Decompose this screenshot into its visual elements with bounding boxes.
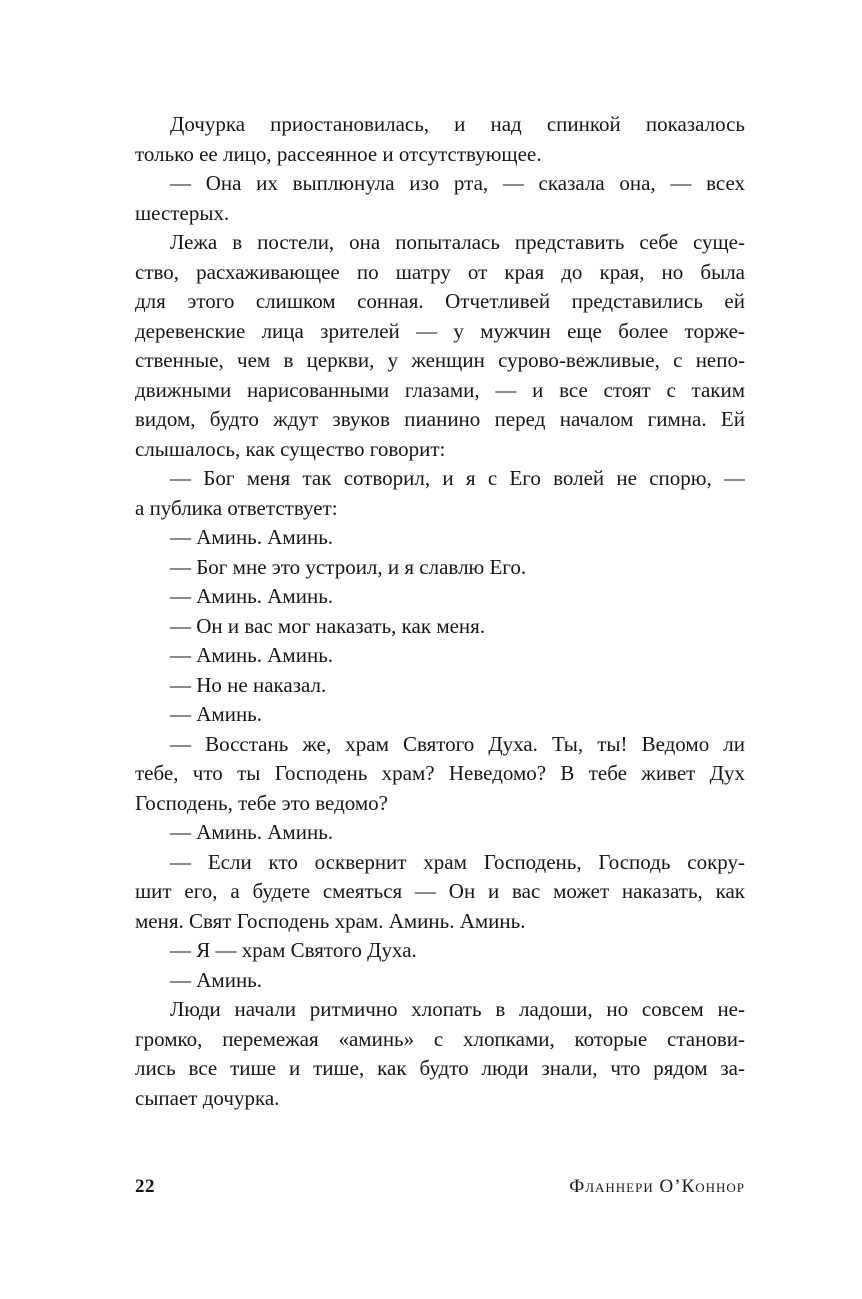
text-line: шестерых. [135, 200, 230, 225]
text-line: Лежа в постели, она попыталась представить себе суще- [170, 230, 745, 254]
text-line: Господень, тебе это ведомо? [135, 790, 388, 815]
paragraph [135, 169, 745, 228]
paragraph [135, 553, 745, 583]
text-line: — Аминь. [170, 967, 263, 992]
paragraph [135, 110, 745, 169]
text-line: — Она их выплюнула изо рта, — сказала она, — всех [170, 171, 745, 195]
paragraph [135, 671, 745, 701]
text-line: слышалось, как существо говорит: [135, 436, 446, 461]
paragraph [135, 700, 745, 730]
text-line: меня. Свят Господень храм. Аминь. Аминь. [135, 908, 526, 933]
text-line: лись все тише и тише, как будто люди знали, что рядом за- [135, 1056, 745, 1080]
text-line: — Аминь. Аминь. [170, 525, 334, 549]
text-line: громко, перемежая «аминь» с хлопками, которые станови- [135, 1026, 745, 1051]
text-line: движными нарисованными глазами, — и все стоят с таким [135, 377, 745, 402]
text-line: ственные, чем в церкви, у женщин сурово-вежливые, с непо- [135, 348, 745, 372]
text-line: ство, расхаживающее по шатру от края до края, но была [135, 259, 745, 284]
paragraph [135, 464, 745, 523]
paragraph [135, 612, 745, 642]
paragraph [135, 936, 745, 966]
page-number: 22 [135, 1176, 155, 1197]
page-text [135, 110, 745, 1113]
text-line: — Аминь. [170, 702, 263, 726]
text-line: только ее лицо, рассеянное и отсутствующее. [135, 141, 542, 166]
paragraph [135, 966, 745, 996]
text-line: — Бог меня так сотворил, и я с Его волей не спорю, — [170, 466, 745, 490]
text-line: Дочурка приостановилась, и над спинкой показалось [170, 112, 745, 136]
paragraph [135, 641, 745, 671]
paragraph [135, 523, 745, 553]
paragraph [135, 818, 745, 848]
text-line: — Если кто осквернит храм Господень, Господь сокру- [170, 849, 745, 874]
text-line: Люди начали ритмично хлопать в ладоши, но совсем не- [170, 997, 745, 1021]
paragraph [135, 582, 745, 612]
text-line: — Он и вас мог наказать, как меня. [170, 613, 486, 638]
text-line: для этого слишком сонная. Отчетливей представились ей [135, 289, 745, 313]
paragraph [135, 228, 745, 464]
text-line: а публика ответствует: [135, 495, 338, 520]
paragraph [135, 730, 745, 819]
text-line: — Аминь. Аминь. [170, 820, 334, 844]
paragraph [135, 995, 745, 1113]
text-line: — Аминь. Аминь. [170, 584, 334, 608]
text-line: — Но не наказал. [170, 672, 327, 697]
text-line: деревенские лица зрителей — у мужчин еще более торже- [135, 318, 745, 343]
text-line: — Бог мне это устроил, и я славлю Его. [170, 554, 527, 579]
text-line: — Аминь. Аминь. [170, 643, 334, 667]
page-footer [135, 1176, 745, 1200]
running-head-author: Фланнери О’Коннор [569, 1176, 745, 1197]
paragraph [135, 848, 745, 937]
text-line: — Я — храм Святого Духа. [170, 938, 417, 962]
text-line: видом, будто ждут звуков пианино перед началом гимна. Ей [135, 407, 745, 431]
text-line: — Восстань же, храм Святого Духа. Ты, ты! Ведомо ли [170, 731, 745, 756]
text-line: тебе, что ты Господень храм? Неведомо? В тебе живет Дух [135, 761, 745, 785]
text-line: шит его, а будете смеяться — Он и вас может наказать, как [135, 879, 745, 903]
text-line: сыпает дочурка. [135, 1085, 280, 1110]
